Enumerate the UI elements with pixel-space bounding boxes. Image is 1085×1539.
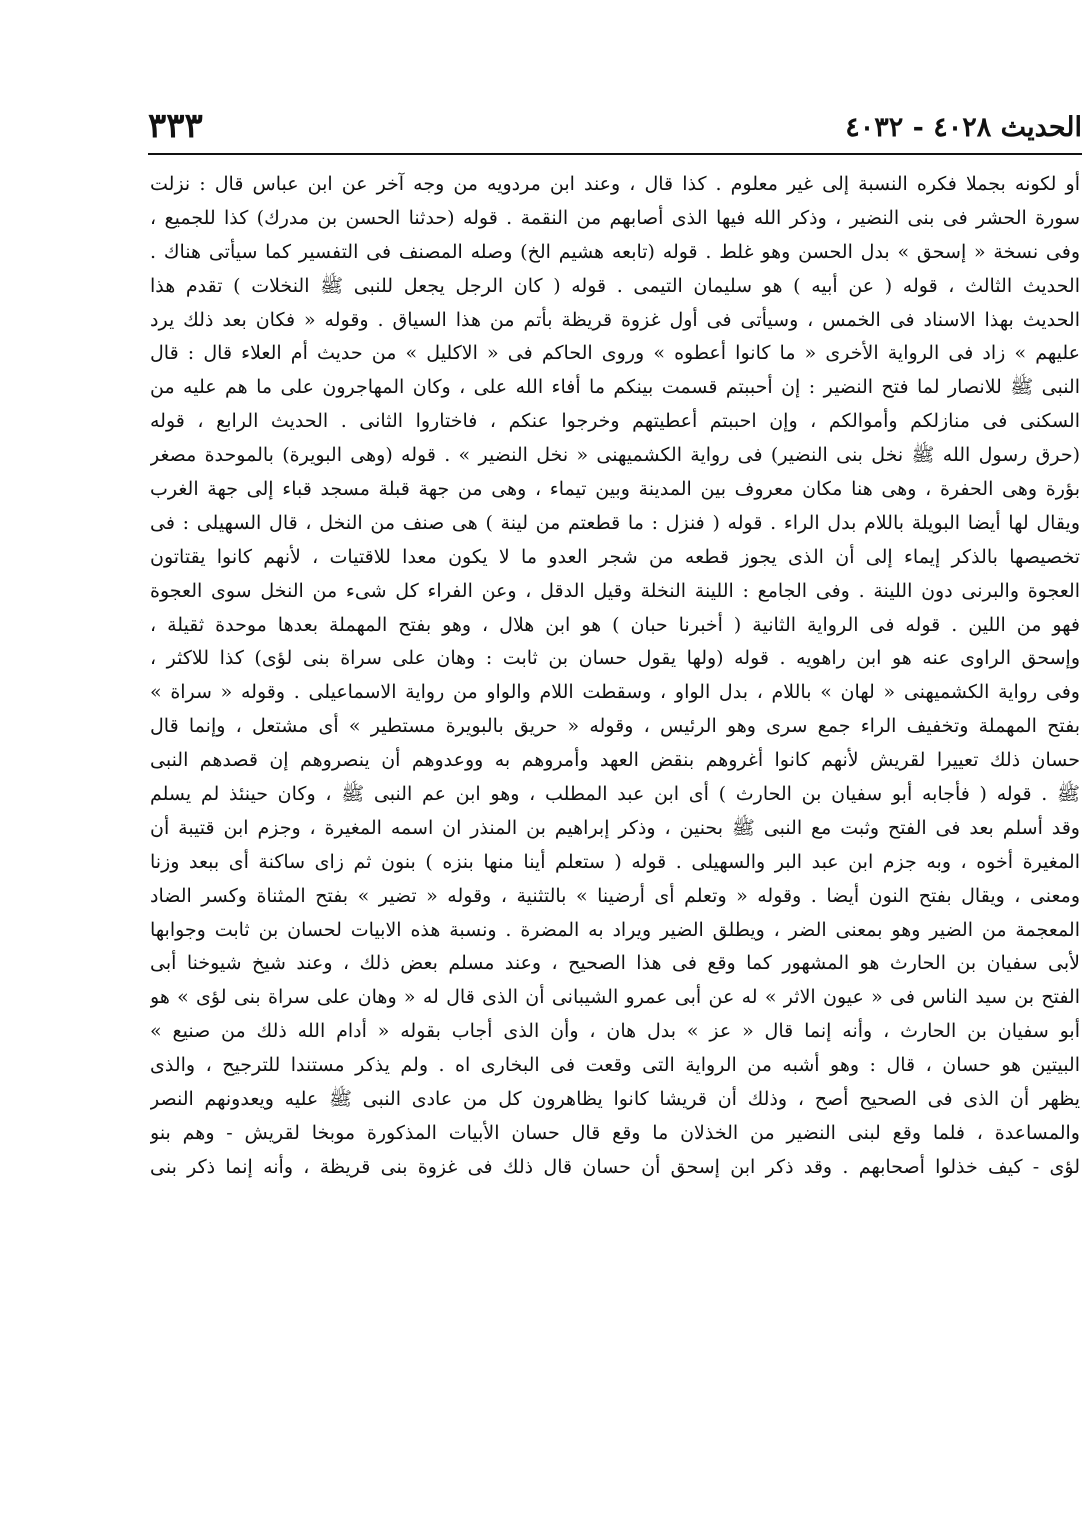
text-line: عليهم » زاد فى الرواية الأخرى « ما كانوا أعطوه » وروى الحاكم فى « الاكليل » من حديث أم العلاء قال : قال <box>150 342 1080 365</box>
text-line: حسان ذلك تعييرا لقريش لأنهم كانوا أغروهم بنقض العهد وأمروهم به ووعدوهم أن ينصروهم إن قصدهم النبى <box>150 749 1080 772</box>
text-line: والمساعدة ، فلما وقع لبنى النضير من الخذلان ما وقع قال حسان الأبيات المذكورة موبخا لقريش - وهم بنو <box>150 1121 1080 1144</box>
text-line: وفى نسخة « إسحق » بدل الحسن وهو غلط . قوله (تابعه هشيم الخ) وصله المصنف فى التفسير كما سيأتى هناك . <box>150 240 1080 263</box>
text-line: السكنى فى منازلكم وأموالكم ، وإن احببتم أعطيتهم وخرجوا عنكم ، فاختاروا الثانى . الحديث الرابع ، قوله <box>150 410 1080 433</box>
text-line: ﷺ . قوله ( فأجابه أبو سفيان بن الحارث ) أى ابن عبد المطلب ، وهو ابن عم النبى ﷺ ، وكان حينئذ لم يسلم <box>150 783 1080 806</box>
page-number: ٣٣٣ <box>148 106 203 146</box>
text-line: المعجمة من الضير وهو بمعنى الضر ، ويطلق الضير ويراد به المضرة . ونسبة هذه الابيات لحسان بن ثابت وجوابها <box>150 918 1080 941</box>
text-line: وإسحق الراوى عنه هو ابن راهويه . قوله (ولها يقول حسان بن ثابت : وهان على سراة بنى لؤى) كذا للاكثر ، <box>150 647 1080 670</box>
text-line: يظهر أن الذى فى الصحيح أصح ، وذلك أن قريشا كانوا يظاهرون كل من عادى النبى ﷺ عليه ويعدونهم النصر <box>150 1088 1080 1111</box>
text-line: العجوة والبرنى دون اللينة . وفى الجامع : اللينة النخلة وقيل الدقل ، وعن الفراء كل شىء من النخل سوى العجوة <box>150 579 1080 602</box>
text-line: ومعنى ، ويقال بفتح النون أيضا . وقوله « وتعلم أى أرضينا » بالتثنية ، وقوله « تضير » بفتح المثناة وكسر الضاد <box>150 884 1080 907</box>
text-line: بؤرة وهى الحفرة ، وهى هنا مكان معروف بين المدينة وبين تيماء ، وهى من جهة قبلة مسجد قباء إلى جهة الغرب <box>150 478 1080 501</box>
text-line: المغيرة أخوه ، وبه جزم ابن عبد البر والسهيلى . قوله ( ستعلم أينا منها بنزه ) بنون ثم زاى ساكنة أى ببعد وزنا <box>150 850 1080 873</box>
text-line: (حرق رسول الله ﷺ نخل بنى النضير) فى رواية الكشميهنى « نخل النضير » . قوله (وهى البويرة) بالموحدة مصغر <box>150 444 1080 467</box>
text-line: سورة الحشر فى بنى النضير ، وذكر الله فيها الذى أصابهم من النقمة . قوله (حدثنا الحسن بن مدرك) كذا للجميع ، <box>150 206 1080 229</box>
text-line: لأبى سفيان بن الحارث هو المشهور كما وقع فى هذا الصحيح ، وعند مسلم بعض ذلك ، وعند شيخ شيوخنا أبى <box>150 952 1080 975</box>
text-line: الفتح بن سيد الناس فى « عيون الاثر » له عن أبى عمرو الشيبانى أن الذى قال له « وهان على سراة بنى لؤى » هو <box>150 986 1080 1009</box>
text-line: الحديث بهذا الاسناد فى الخمس ، وسيأتى فى أول غزوة قريظة بأتم من هذا السياق . وقوله « فكان بعد ذلك يرد <box>150 308 1080 331</box>
text-line: ويقال لها أيضا البويلة باللام بدل الراء . قوله ( فنزل : ما قطعتم من لينة ) هى صنف من النخل ، قال السهيلى : فى <box>150 511 1080 534</box>
text-line: بفتح المهملة وتخفيف الراء جمع سرى وهو الرئيس ، وقوله « حريق بالبويرة مستطير » أى مشتعل ، وإنما قال <box>150 715 1080 738</box>
page-header <box>148 100 1082 150</box>
running-header: الحديث ٤٠٢٨ - ٤٠٣٢ <box>845 112 1082 143</box>
text-line: وقد أسلم بعد فى الفتح وثبت مع النبى ﷺ بحنين ، وذكر إبراهيم بن المنذر ان اسمه المغيرة ، وجزم ابن قتيبة أن <box>150 816 1080 839</box>
text-line: لؤى - كيف خذلوا أصحابهم . وقد ذكر ابن إسحق أن حسان قال ذلك فى غزوة بنى قريظة ، وأنه إنما ذكر بنى <box>150 1155 1080 1178</box>
text-line: النبى ﷺ للانصار لما فتح النضير : إن أحببتم قسمت بينكم ما أفاء الله على ، وكان المهاجرون على ما هم عليه من <box>150 376 1080 399</box>
text-line: أبو سفيان بن الحارث ، وأنه إنما قال « عز » بدل هان ، وأن الذى أجاب بقوله « أدام الله ذلك من صنيع » <box>150 1020 1080 1043</box>
text-line: وفى رواية الكشميهنى « لهان » باللام ، بدل الواو ، وسقطت اللام والواو من رواية الاسماعيلى . وقوله « سراة » <box>150 681 1080 704</box>
header-rule <box>148 153 1082 155</box>
text-line: الحديث الثالث ، قوله ( عن أبيه ) هو سليمان التيمى . قوله ( كان الرجل يجعل للنبى ﷺ النخلات ) تقدم هذا <box>150 274 1080 297</box>
body-text <box>150 168 1080 1185</box>
text-line: البيتين هو حسان ، قال : وهو أشبه من الرواية التى وقعت فى البخارى اه . ولم يذكر مستندا للترجيح ، والذى <box>150 1054 1080 1077</box>
text-line: فهو من اللين . قوله فى الرواية الثانية ( أخبرنا حبان ) هو ابن هلال ، وهو بفتح المهملة بعدها موحدة ثقيلة ، <box>150 613 1080 636</box>
text-line: تخصيصها بالذكر إيماء إلى أن الذى يجوز قطعه من شجر العدو ما لا يكون معدا للاقتيات ، لأنهم كانوا يقتاتون <box>150 545 1080 568</box>
text-line: أو لكونه بجملا فكره النسبة إلى غير معلوم . كذا قال ، وعند ابن مردويه من وجه آخر عن ابن عباس قال : نزلت <box>150 173 1080 195</box>
